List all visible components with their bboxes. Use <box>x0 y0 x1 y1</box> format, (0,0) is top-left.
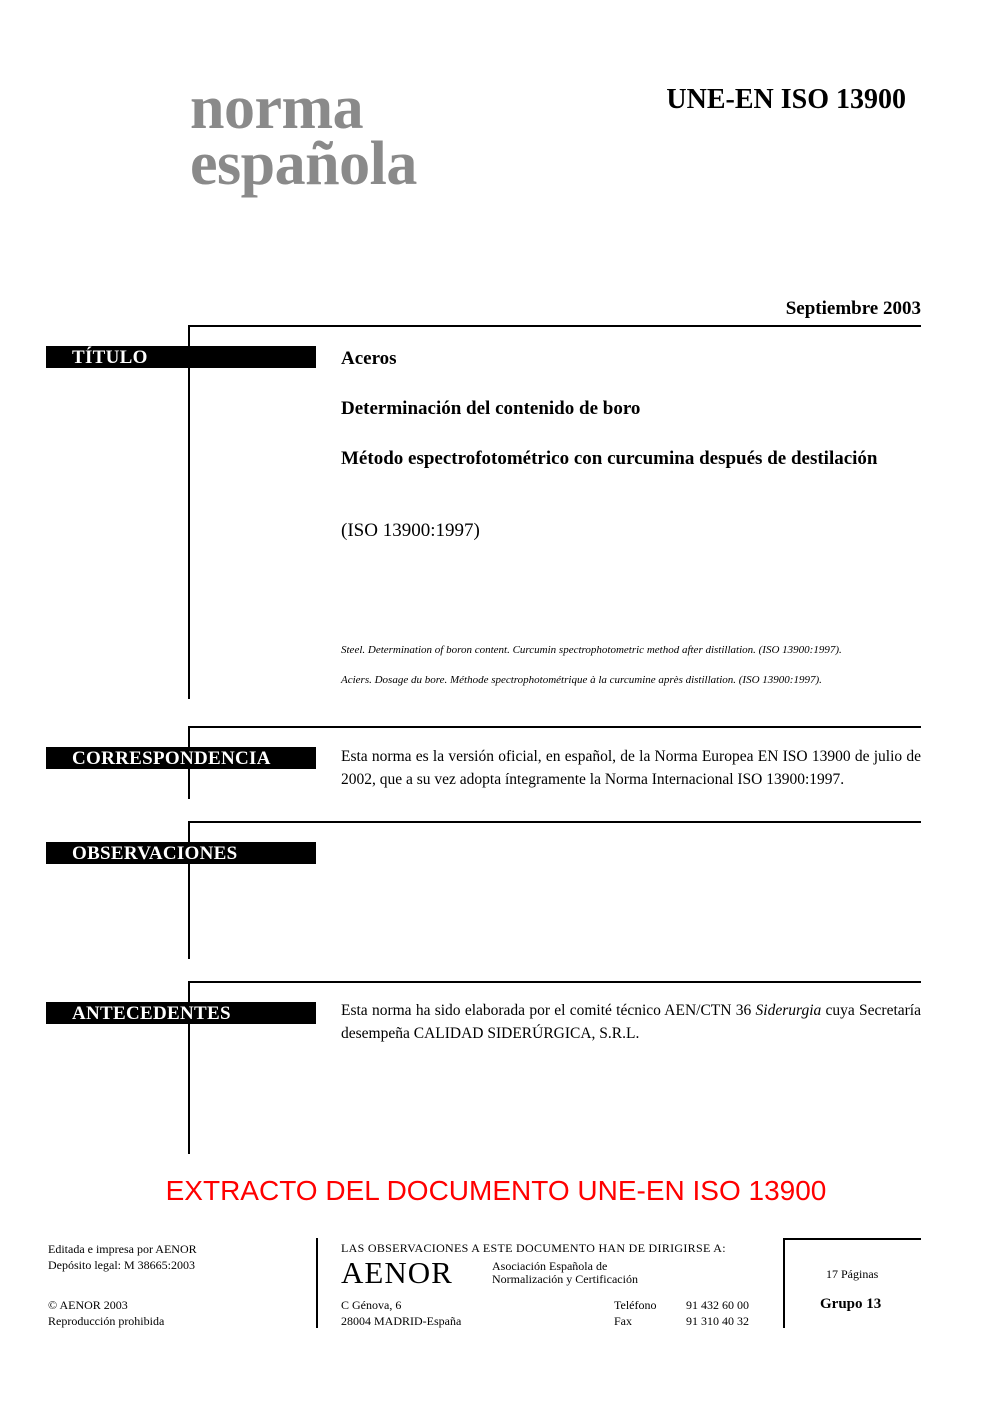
address-line-2: 28004 MADRID-España <box>341 1314 462 1328</box>
footer-deposit: Depósito legal: M 38665:2003 <box>48 1258 195 1272</box>
antecedentes-text <box>341 999 921 1045</box>
standard-code: UNE-EN ISO 13900 <box>666 84 906 115</box>
section-label-correspondencia: CORRESPONDENCIA <box>46 747 316 769</box>
observations-note: LAS OBSERVACIONES A ESTE DOCUMENTO HAN DE DIRIGIRSE A: <box>341 1241 726 1255</box>
title-french: Aciers. Dosage du bore. Méthode spectrophotométrique à la curcumine après distillation. (ISO 13900:1997). <box>341 674 822 686</box>
title-line-1: Aceros <box>341 348 397 369</box>
aenor-address <box>341 1297 461 1329</box>
title-english: Steel. Determination of boron content. Curcumin spectrophotometric method after distillation. (ISO 13900:1997). <box>341 644 842 656</box>
footer-publisher-block <box>48 1241 197 1273</box>
address-line-1: C Génova, 6 <box>341 1298 402 1312</box>
aenor-logo: AENOR <box>341 1255 453 1290</box>
publication-date: Septiembre 2003 <box>785 298 921 319</box>
brand-line-1: norma <box>190 74 364 142</box>
phone-label: Teléfono <box>614 1298 657 1312</box>
section-label-observaciones: OBSERVACIONES <box>46 842 316 864</box>
footer-reproduction: Reproducción prohibida <box>48 1314 165 1328</box>
extract-notice: EXTRACTO DEL DOCUMENTO UNE-EN ISO 13900 <box>165 1175 827 1206</box>
contact-labels <box>614 1297 656 1329</box>
footer-copyright-block <box>48 1297 164 1329</box>
brand-title <box>190 74 417 198</box>
footer-copyright: © AENOR 2003 <box>48 1298 128 1312</box>
section-divider <box>188 981 921 983</box>
antecedentes-text-part: cuya Secretaría desempeña CALIDAD SIDERÚRGICA, S.R.L. <box>341 1002 921 1042</box>
title-line-2: Determinación del contenido de boro <box>341 398 641 419</box>
section-rule <box>188 325 190 699</box>
committee-name: Siderurgia <box>755 1002 822 1019</box>
contact-values <box>686 1297 749 1329</box>
correspondencia-text: Esta norma es la versión oficial, en español, de la Norma Europea EN ISO 13900 de julio de 2002, que a su vez adopta íntegramente la Norma Internacional ISO 13900:1997. <box>341 748 921 788</box>
assoc-line-2: Normalización y Certificación <box>492 1272 638 1286</box>
title-reference: (ISO 13900:1997) <box>341 520 480 541</box>
antecedentes-text-part: Esta norma ha sido elaborada por el comité técnico AEN/CTN 36 <box>341 1002 756 1019</box>
fax-number: 91 310 40 32 <box>686 1314 749 1328</box>
phone-number: 91 432 60 00 <box>686 1298 749 1312</box>
fax-label: Fax <box>614 1314 632 1328</box>
footer-edited: Editada e impresa por AENOR <box>48 1242 197 1256</box>
page-count: 17 Páginas <box>826 1267 879 1281</box>
section-label-antecedentes: ANTECEDENTES <box>46 1002 316 1024</box>
brand-line-2: española <box>190 130 417 198</box>
section-label-titulo: TÍTULO <box>46 346 316 368</box>
aenor-association <box>492 1260 638 1286</box>
pages-box-rule <box>783 1238 785 1328</box>
section-divider <box>188 726 921 728</box>
section-divider <box>188 325 921 327</box>
title-line-3: Método espectrofotométrico con curcumina después de destilación <box>341 448 878 469</box>
section-divider <box>188 821 921 823</box>
footer-divider <box>316 1238 318 1328</box>
price-group: Grupo 13 <box>820 1296 882 1312</box>
pages-box-top <box>783 1238 921 1240</box>
assoc-line-1: Asociación Española de <box>492 1259 608 1273</box>
